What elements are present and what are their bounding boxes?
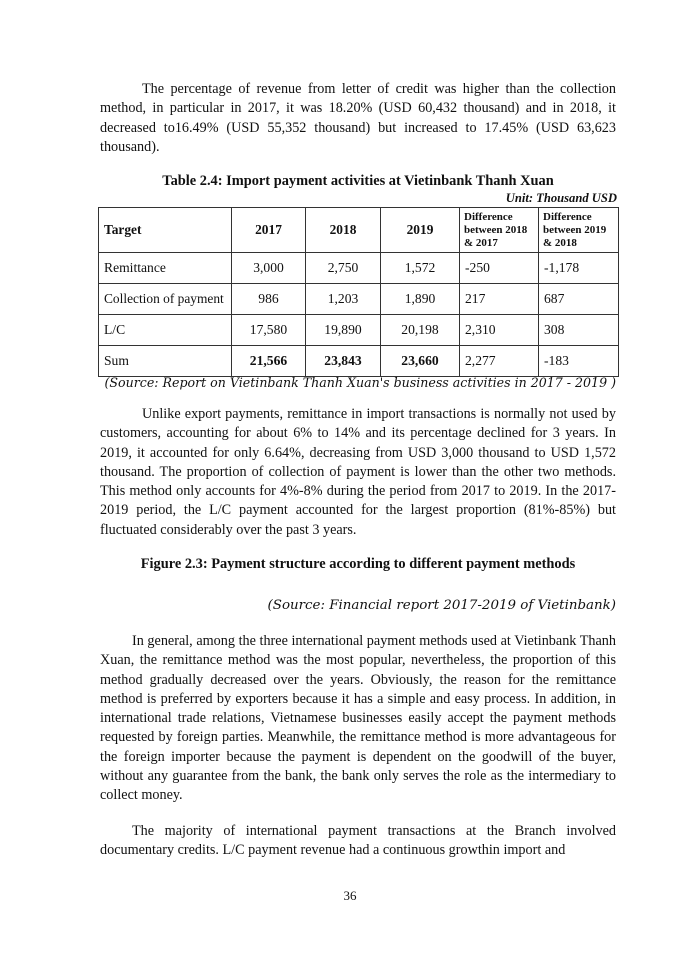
table-header-row: [99, 208, 619, 253]
cell-2018: 2,750: [306, 253, 381, 284]
table-row: [99, 253, 619, 284]
table-caption: Table 2.4: Import payment activities at Vietinbank Thanh Xuan: [162, 173, 554, 189]
paragraph-letter-of-credit: [100, 80, 616, 157]
cell-diff1: 2,277: [460, 346, 539, 377]
cell-diff2: 308: [539, 315, 619, 346]
cell-diff1: 2,310: [460, 315, 539, 346]
cell-2019: 1,890: [381, 284, 460, 315]
figure-source: (Source: Financial report 2017-2019 of Vietinbank): [267, 598, 616, 613]
import-payment-table: [98, 207, 619, 377]
header-diff-2019-2018: Difference between 2019 & 2018: [539, 208, 619, 253]
cell-2017: 21,566: [232, 346, 306, 377]
paragraph-text: The percentage of revenue from letter of credit was higher than the collection method, in particular in 2017, it was 18.20% (USD 60,432 thousand) and in 2018, it decreased to16.49% (USD 55,352 thousand) but increased to 17.45% (USD 63,623 thousand).: [100, 81, 616, 155]
cell-2018: 23,843: [306, 346, 381, 377]
cell-2017: 986: [232, 284, 306, 315]
cell-diff2: -1,178: [539, 253, 619, 284]
cell-2018: 1,203: [306, 284, 381, 315]
cell-diff1: 217: [460, 284, 539, 315]
cell-target: L/C: [99, 315, 232, 346]
table-row: [99, 315, 619, 346]
cell-2019: 23,660: [381, 346, 460, 377]
paragraph-text: The majority of international payment transactions at the Branch involved documentary credits. L/C payment revenue had a continuous growthin import and: [100, 823, 616, 859]
paragraph-remittance: [100, 405, 616, 540]
cell-diff2: -183: [539, 346, 619, 377]
cell-2019: 20,198: [381, 315, 460, 346]
header-2019: 2019: [381, 208, 460, 253]
cell-2018: 19,890: [306, 315, 381, 346]
header-diff-2018-2017: Difference between 2018 & 2017: [460, 208, 539, 253]
cell-target: Remittance: [99, 253, 232, 284]
table-row-sum: [99, 346, 619, 377]
table-source: (Source: Report on Vietinbank Thanh Xuan's business activities in 2017 - 2019 ): [104, 375, 616, 390]
cell-2017: 17,580: [232, 315, 306, 346]
figure-caption: Figure 2.3: Payment structure according to different payment methods: [140, 556, 576, 572]
header-2018: 2018: [306, 208, 381, 253]
paragraph-text: In general, among the three international payment methods used at Vietinbank Thanh Xuan, the remittance method was the most popular, nevertheless, the proportion of this method gradually decreased over the years. Obviously, the reason for the remittance method is preferred by exporters because it has a simple and easy process. In addition, in international trade relations, Vietnamese businesses easily accept the payment methods requested by foreign parties. Meanwhile, the remittance method is more advantageous for the foreign importer because the payment is dependent on the goodwill of the buyer, without any guarantee from the bank, the bank only serves the role as the intermediary to collect money.: [100, 633, 616, 804]
cell-target: Collection of payment: [99, 284, 232, 315]
cell-2019: 1,572: [381, 253, 460, 284]
paragraph-text: Unlike export payments, remittance in import transactions is normally not used by customers, accounting for about 6% to 14% and its percentage declined for 3 years. In 2019, it accounted for only 6.64%, decreasing from USD 3,000 thousand to USD 1,572 thousand. The proportion of collection of payment is lower than the other two methods. This method only accounts for 4%-8% during the period from 2017 to 2019. In the 2017-2019 period, the L/C payment accounted for the largest proportion (81%-85%) but fluctuated considerably over the past 3 years.: [100, 406, 616, 538]
header-2017: 2017: [232, 208, 306, 253]
header-target: Target: [99, 208, 232, 253]
cell-target: Sum: [99, 346, 232, 377]
table-row: [99, 284, 619, 315]
paragraph-majority: [100, 822, 616, 861]
cell-2017: 3,000: [232, 253, 306, 284]
cell-diff1: -250: [460, 253, 539, 284]
paragraph-general: [100, 632, 616, 806]
page-number: 36: [343, 888, 357, 903]
cell-diff2: 687: [539, 284, 619, 315]
table-unit: Unit: Thousand USD: [505, 191, 617, 205]
